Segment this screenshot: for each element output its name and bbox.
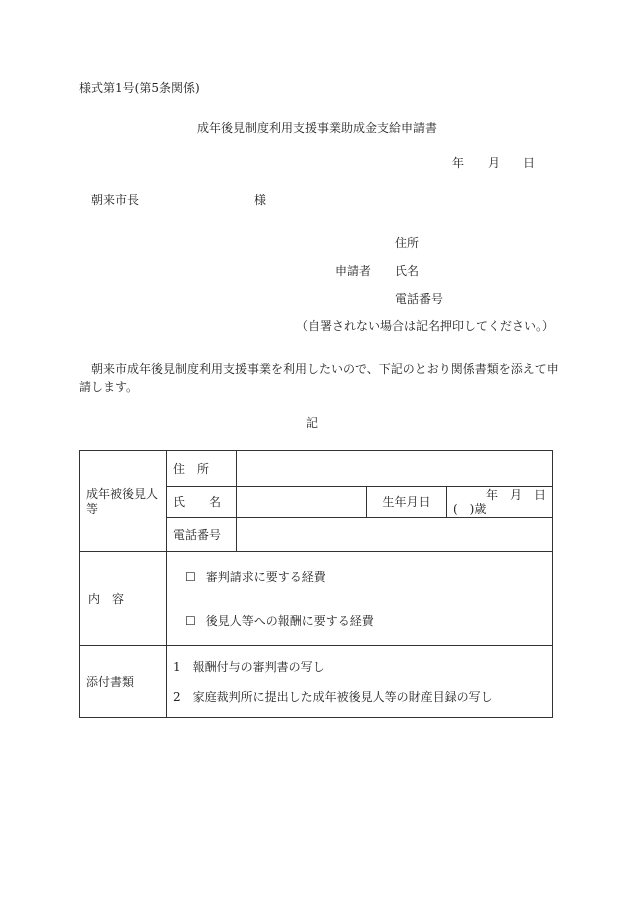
application-table [79,450,553,718]
attachments-header: 添付書類 [80,646,167,718]
content-option-2[interactable] [185,610,546,632]
body-text-line2: 請します。 [79,380,139,394]
content-option-1[interactable] [185,566,546,588]
signature-note: （自署されない場合は記名押印してください。） [296,319,555,333]
page-title: 成年後見制度利用支援事業助成金支給申請書 [197,121,438,135]
checkbox-icon[interactable]: ☐ [185,613,196,628]
body-text-line1: 朝来市成年後見制度利用支援事業を利用したいので、下記のとおり関係書類を添えて申 [91,362,559,376]
ward-name-field[interactable] [237,487,367,518]
ki-heading: 記 [306,416,319,430]
birth-ymd: 年 月 日 [486,488,547,502]
ward-phone-label: 電話番号 [167,518,237,552]
ward-address-field[interactable] [237,451,553,487]
attachment-item-1: 1 報酬付与の審判書の写し [173,659,325,674]
age-field: ( )歳 [453,502,487,516]
addressee-honorific: 様 [254,193,267,207]
ward-address-label: 住 所 [167,451,237,487]
date-month-label: 月 [488,156,501,170]
content-header: 内 容 [80,552,167,646]
content-option-1-label: 審判請求に要する経費 [205,569,326,584]
birth-date-field[interactable] [447,487,553,518]
ward-phone-field[interactable] [237,518,553,552]
addressee-name: 朝来市長 [91,193,140,207]
applicant-address-label: 住所 [395,236,420,250]
applicant-name-label: 氏名 [395,264,420,278]
ward-header: 成年被後見人等 [80,451,167,552]
attachment-item-2: 2 家庭裁判所に提出した成年被後見人等の財産目録の写し [173,689,493,704]
ward-name-label: 氏 名 [167,487,237,518]
content-option-2-label: 後見人等への報酬に要する経費 [205,613,374,628]
birth-date-label: 生年月日 [367,487,447,518]
applicant-label: 申請者 [335,264,372,278]
applicant-phone-label: 電話番号 [395,292,444,306]
date-year-label: 年 [452,156,465,170]
checkbox-icon[interactable]: ☐ [185,569,196,584]
form-number: 様式第1号(第5条関係) [79,81,200,95]
date-day-label: 日 [523,156,536,170]
